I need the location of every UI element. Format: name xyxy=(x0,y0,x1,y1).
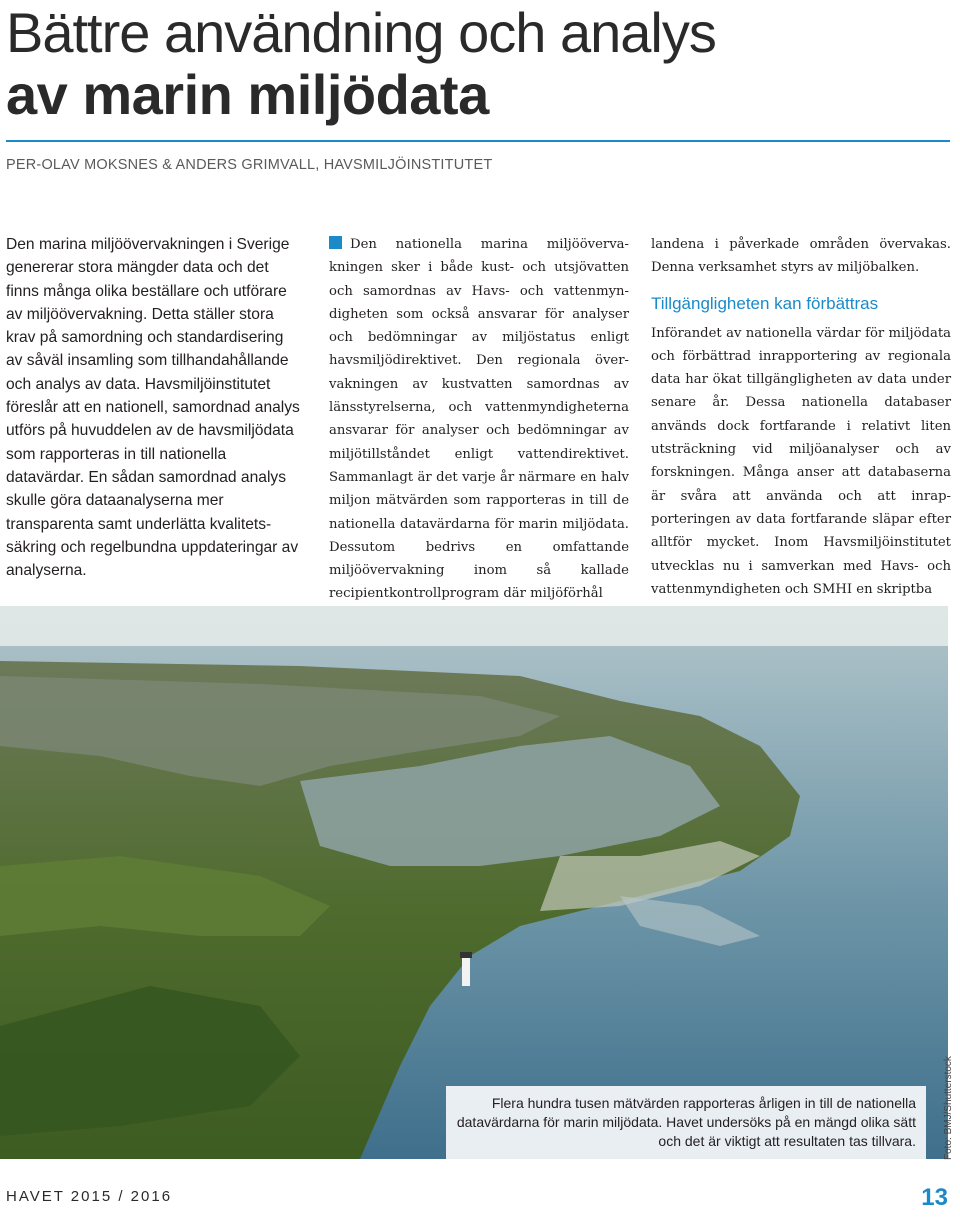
section-start-square-icon xyxy=(329,236,342,249)
body-column-3 xyxy=(651,233,951,601)
aerial-coast-photo xyxy=(0,606,948,1159)
body-column-2 xyxy=(329,233,629,606)
article-title xyxy=(6,2,946,126)
lead-column xyxy=(6,233,302,582)
photo-caption: Flera hundra tusen mätvärden rapporteras årligen in till de nationella datavärdarna för marin miljödata. Havet undersöks på en mängd olika sätt och det är viktigt att resultaten tas tillvara. xyxy=(446,1086,926,1159)
body-text-2: Den nationella marina miljöövervakningen sker i både kust- och utsjövatten och samordnas av Havs- och vattenmyndigheten som också ansvarar för analyser och bedömningar av miljöstatus enligt havsmiljödirektivet. Den regionala övervakningen av kustvatten samordnas av länsstyrelserna, och vattenmyndigheterna ansvarar för analyser och bedömningar av miljötillståndet enligt vattendirektivet. Sammanlagt är det varje år närmare en halv miljon mätvärden som rapporteras in till de nationella datavärdarna för marin miljödata. Dessutom bedrivs en omfattande miljöövervakning inom så kallade recipientkontrollprogram där miljöförhål xyxy=(329,237,629,602)
title-line-2: av marin miljödata xyxy=(6,63,489,126)
publication-footer: HAVET 2015 / 2016 xyxy=(6,1188,173,1205)
title-line-1: Bättre användning och analys xyxy=(6,1,716,64)
body-paragraph-3b: Införandet av nationella värdar för miljödata och förbättrad inrapportering av regionala data har ökat tillgängligheten av data under senare år. Dessa nationella databaser används dock fortfarande i relativt liten utsträckning vid miljöanalyser och av forskningen. Många anser att databaserna är svåra att använda och att inrapporteringen av data fortfarande släpar efter alltför mycket. Inom Havsmiljöinstitutet utvecklas nu i samverkan med Havs- och vattenmyndigheten och SMHI en skriptba xyxy=(651,325,951,597)
photo-credit: Foto: BMJ/Shutterstock xyxy=(943,1056,954,1160)
body-paragraph-3a: landena i påverkade områden övervakas. Denna verksamhet styrs av miljöbalken. xyxy=(651,237,951,276)
title-rule xyxy=(6,140,950,142)
page-number: 13 xyxy=(921,1184,948,1211)
body-paragraph-2 xyxy=(329,233,629,606)
byline: PER-OLAV MOKSNES & ANDERS GRIMVALL, HAVSMILJÖINSTITUTET xyxy=(6,157,493,173)
lead-paragraph: Den marina miljöövervakningen i Sverige genererar stora mängder data och det finns många olika beställare och utförare av miljöövervakning. Detta ställer stora krav på samordning och standardisering av såväl insamling som tillhandahållande och analys av data. Havsmiljöinstitutet föreslår att en nationell, samordnad analys utförs på huvuddelen av de havsmiljödata som rapporteras in till nationella datavärdar. En sådan samordnad analys skulle göra dataanalyserna mer transparenta samt underlätta kvalitetssäkring och regelbundna uppdateringar av analyserna. xyxy=(6,236,300,580)
subheading: Tillgängligheten kan förbättras xyxy=(651,293,879,313)
coastline-image xyxy=(0,606,948,1159)
